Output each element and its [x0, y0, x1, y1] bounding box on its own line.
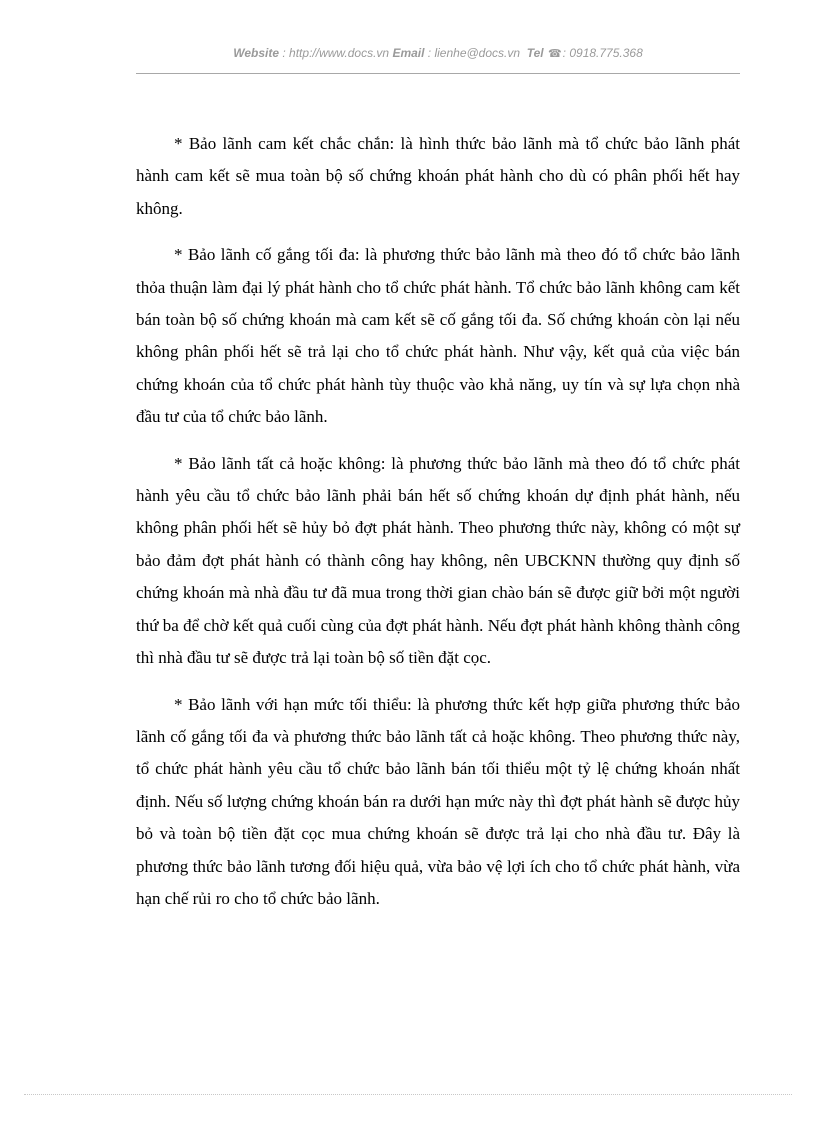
website-link[interactable]: http://www.docs.vn	[289, 46, 390, 60]
paragraph-firm-commitment: * Bảo lãnh cam kết chắc chắn: là hình thức bảo lãnh mà tổ chức bảo lãnh phát hành cam kết sẽ mua toàn bộ số chứng khoán phát hành cho dù có phân phối hết hay không.	[136, 134, 740, 218]
email-link[interactable]: lienhe@docs.vn	[434, 46, 521, 60]
document-body	[136, 128, 740, 929]
footer-divider	[24, 1094, 792, 1095]
website-separator: :	[279, 46, 290, 60]
tel-value: : 0918.775.368	[562, 46, 643, 60]
paragraph-all-or-none: * Bảo lãnh tất cả hoặc không: là phương thức bảo lãnh mà theo đó tổ chức phát hành yêu cầu tổ chức bảo lãnh phải bán hết số chứng khoán dự định phát hành, nếu không phân phối hết sẽ hủy bỏ đợt phát hành. Theo phương thức này, không có một sự bảo đảm đợt phát hành có thành công hay không, nên UBCKNN thường quy định số chứng khoán mà nhà đầu tư đã mua trong thời gian chào bán sẽ được giữ bởi một người thứ ba để chờ kết quả cuối cùng của đợt phát hành. Nếu đợt phát hành không thành công thì nhà đầu tư sẽ được trả lại toàn bộ số tiền đặt cọc.	[136, 453, 740, 668]
website-label: Website	[233, 46, 280, 60]
paragraph-best-efforts: * Bảo lãnh cố gắng tối đa: là phương thức bảo lãnh mà theo đó tổ chức bảo lãnh thỏa thuận làm đại lý phát hành cho tổ chức phát hành. Tổ chức bảo lãnh không cam kết bán toàn bộ số chứng khoán mà cam kết sẽ cố gắng tối đa. Số chứng khoán còn lại nếu không phân phối hết sẽ trả lại cho tổ chức phát hành. Như vậy, kết quả của việc bán chứng khoán của tổ chức phát hành tùy thuộc vào khả năng, uy tín và sự lựa chọn nhà đầu tư của tổ chức bảo lãnh.	[136, 245, 740, 427]
paragraph-minimum-limit: * Bảo lãnh với hạn mức tối thiểu: là phương thức kết hợp giữa phương thức bảo lãnh cố gắng tối đa và phương thức bảo lãnh tất cả hoặc không. Theo phương thức này, tổ chức phát hành yêu cầu tổ chức bảo lãnh bán tối thiểu một tỷ lệ chứng khoán nhất định. Nếu số lượng chứng khoán bán ra dưới hạn mức này thì đợt phát hành sẽ được hủy bỏ và toàn bộ tiền đặt cọc mua chứng khoán sẽ được trả lại cho nhà đầu tư. Đây là phương thức bảo lãnh tương đối hiệu quả, vừa bảo vệ lợi ích cho tổ chức phát hành, vừa hạn chế rủi ro cho tổ chức bảo lãnh.	[136, 694, 740, 908]
page-header	[136, 46, 740, 60]
tel-label: Tel	[526, 46, 544, 60]
phone-icon: ☎	[547, 48, 562, 60]
header-divider	[136, 73, 740, 74]
email-separator: :	[424, 46, 435, 60]
email-label: Email	[392, 46, 425, 60]
